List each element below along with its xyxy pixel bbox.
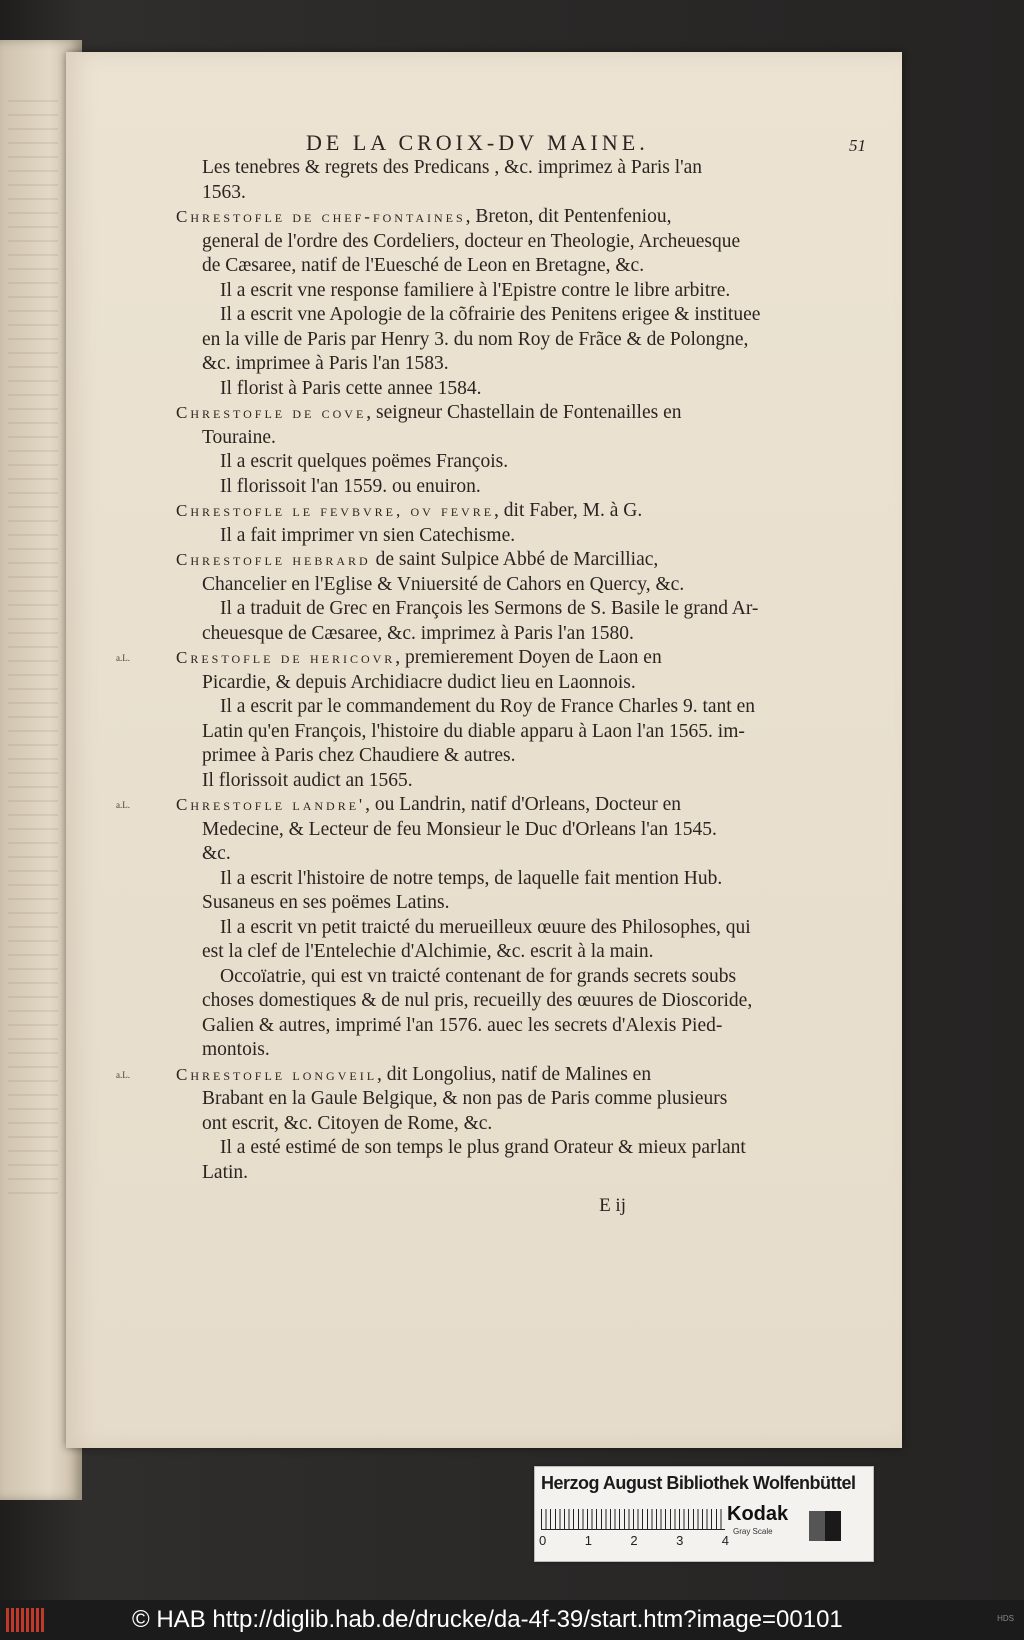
author-name: Chrestofle hebrard <box>176 550 371 569</box>
line-text: primee à Paris chez Chaudiere & autres. <box>202 745 516 766</box>
line-text: Chancelier en l'Eglise & Vniuersité de Cahors en Quercy, &c. <box>202 573 685 595</box>
entry-heading-line <box>176 499 866 524</box>
line-text: general de l'ordre des Cordeliers, docteur en Theologie, Archeuesque <box>202 230 741 252</box>
ruler-numbers <box>539 1533 729 1548</box>
line-text: choses domestiques & de nul pris, recueilly des œuures de Dioscoride, <box>202 990 753 1011</box>
author-name: Chrestofle landre' <box>176 795 366 814</box>
signature-row <box>176 1185 866 1221</box>
line-text: de Cæsaree, natif de l'Euesché de Leon en Bretagne, &c. <box>202 255 645 276</box>
line-text: , seigneur Chastellain de Fontenailles en <box>366 402 682 423</box>
line-text: Brabant en la Gaule Belgique, & non pas de Paris comme plusieurs <box>202 1088 728 1109</box>
signature-mark: E ij <box>599 1195 626 1216</box>
page-text-block <box>116 122 866 1221</box>
text-line <box>176 597 866 622</box>
line-text: montois. <box>202 1039 270 1060</box>
line-text: Il a escrit l'histoire de notre temps, de laquelle fait mention Hub. <box>220 867 723 889</box>
text-line <box>176 989 866 1014</box>
author-name: Chrestofle longveil <box>176 1064 378 1084</box>
page-number: 51 <box>849 136 866 155</box>
text-line <box>176 940 866 965</box>
line-text: Les tenebres & regrets des Predicans , &c. imprimez à Paris l'an <box>202 157 703 178</box>
line-text: Il a esté estimé de son temps le plus grand Orateur & mieux parlant <box>220 1137 746 1158</box>
entry-heading-line <box>116 793 866 818</box>
margin-note: a.L. <box>116 653 130 663</box>
line-text: Il florissoit audict an 1565. <box>202 769 413 791</box>
line-text: , Breton, dit Pentenfeniou, <box>465 206 672 227</box>
line-text: de saint Sulpice Abbé de Marcilliac, <box>370 549 659 570</box>
gray-scale-label: Gray Scale <box>733 1527 773 1536</box>
line-text: Il a escrit vne Apologie de la cõfrairie des Penitens erigee & instituee <box>220 304 761 325</box>
line-text: Medecine, & Lecteur de feu Monsieur le Duc d'Orleans l'an 1545. <box>202 818 717 840</box>
text-line <box>176 1087 866 1112</box>
margin-note: a.L. <box>116 800 130 810</box>
line-text: Latin qu'en François, l'histoire du diable apparu à Laon l'an 1565. im- <box>202 720 745 742</box>
text-line <box>176 254 866 279</box>
text-line <box>176 156 866 181</box>
text-line <box>176 842 866 867</box>
line-text: cheuesque de Cæsaree, &c. imprimez à Paris l'an 1580. <box>202 622 634 644</box>
text-line <box>176 352 866 377</box>
line-text: , ou Landrin, natif d'Orleans, Docteur en <box>365 794 682 815</box>
text-line <box>176 1014 866 1039</box>
author-name: Chrestofle le fevbvre, ov fevre <box>176 501 495 520</box>
text-line <box>176 916 866 941</box>
text-line <box>176 1112 866 1137</box>
line-text: est la clef de l'Entelechie d'Alchimie, &c. escrit à la main. <box>202 941 654 962</box>
text-line <box>176 303 866 328</box>
text-line <box>176 377 866 402</box>
line-text: Susaneus en ses poëmes Latins. <box>202 892 450 913</box>
line-text: Picardie, & depuis Archidiacre dudict lieu en Laonnois. <box>202 671 636 693</box>
text-line <box>176 181 866 206</box>
ruler-number: 3 <box>676 1533 684 1548</box>
ruler-number: 1 <box>584 1533 592 1548</box>
text-line <box>176 230 866 255</box>
line-text: Galien & autres, imprimé l'an 1576. auec les secrets d'Alexis Pied- <box>202 1014 723 1036</box>
text-line <box>176 573 866 598</box>
gray-patch-mid <box>809 1511 825 1541</box>
text-line <box>176 622 866 647</box>
line-text: Il florissoit l'an 1559. ou enuiron. <box>220 475 481 497</box>
running-head <box>176 122 866 156</box>
running-title: DE LA CROIX-DV MAINE. <box>306 130 649 155</box>
line-text: Occoïatrie, qui est vn traicté contenant de for grands secrets soubs <box>220 965 737 987</box>
book-page <box>66 52 902 1448</box>
gray-patch-dark <box>825 1511 841 1541</box>
facing-page-text-shadow <box>8 100 58 1200</box>
line-text: Il florist à Paris cette annee 1584. <box>220 377 482 399</box>
text-line <box>176 524 866 549</box>
text-line <box>176 695 866 720</box>
text-line <box>176 1161 866 1186</box>
text-line <box>176 720 866 745</box>
text-line <box>176 475 866 500</box>
text-line <box>176 867 866 892</box>
entry-heading-line <box>176 401 866 426</box>
scale-ruler <box>541 1509 725 1530</box>
hab-logo-icon <box>6 1608 44 1632</box>
line-text: Il a escrit par le commandement du Roy de France Charles 9. tant en <box>220 696 755 717</box>
entry-heading-line <box>176 548 866 573</box>
ruler-number: 0 <box>539 1533 547 1548</box>
footer-url[interactable]: © HAB http://diglib.hab.de/drucke/da-4f-39/start.htm?image=00101 <box>132 1606 843 1633</box>
line-text: Il a escrit vn petit traicté du merueilleux œuure des Philosophes, qui <box>220 916 751 938</box>
author-name: Crestofle de hericovr <box>176 648 396 667</box>
text-line <box>176 818 866 843</box>
line-text: , dit Longolius, natif de Malines en <box>377 1063 652 1085</box>
ruler-number: 4 <box>721 1533 729 1548</box>
line-text: Touraine. <box>202 426 276 448</box>
author-name: Chrestofle de chef-fontaines <box>176 207 466 226</box>
line-text: ont escrit, &c. Citoyen de Rome, &c. <box>202 1112 493 1134</box>
text-line <box>176 671 866 696</box>
text-line <box>176 744 866 769</box>
entry-heading-line <box>116 1063 866 1088</box>
line-text: , premierement Doyen de Laon en <box>395 647 662 668</box>
line-text: &c. imprimee à Paris l'an 1583. <box>202 353 449 374</box>
entry-heading-line <box>176 205 866 230</box>
line-text: en la ville de Paris par Henry 3. du nom Roy de Frãce & de Polongne, <box>202 328 749 350</box>
text-line <box>176 1136 866 1161</box>
line-text: Latin. <box>202 1161 249 1183</box>
text-line <box>176 769 866 794</box>
line-text: &c. <box>202 843 231 864</box>
text-line <box>176 328 866 353</box>
margin-note: a.L. <box>116 1069 130 1080</box>
page-body <box>116 156 866 1185</box>
color-calibration-card <box>534 1466 874 1562</box>
footer-bar <box>0 1600 1024 1640</box>
text-line <box>176 426 866 451</box>
author-name: Chrestofle de cove <box>176 403 367 422</box>
ruler-number: 2 <box>630 1533 638 1548</box>
text-line <box>176 450 866 475</box>
entry-heading-line <box>116 646 866 671</box>
kodak-logo: Kodak <box>727 1503 789 1525</box>
text-line <box>176 279 866 304</box>
line-text: Il a fait imprimer vn sien Catechisme. <box>220 524 516 546</box>
library-name: Herzog August Bibliothek Wolfenbüttel <box>541 1473 856 1493</box>
line-text: Il a escrit quelques poëmes François. <box>220 451 509 472</box>
footer-tag: HDS <box>997 1614 1014 1623</box>
line-text: Il a traduit de Grec en François les Sermons de S. Basile le grand Ar- <box>220 598 759 619</box>
line-text: 1563. <box>202 181 246 203</box>
line-text: , dit Faber, M. à G. <box>494 500 643 521</box>
text-line <box>176 891 866 916</box>
text-line <box>176 965 866 990</box>
line-text: Il a escrit vne response familiere à l'Epistre contre le libre arbitre. <box>220 279 731 301</box>
text-line <box>176 1038 866 1063</box>
